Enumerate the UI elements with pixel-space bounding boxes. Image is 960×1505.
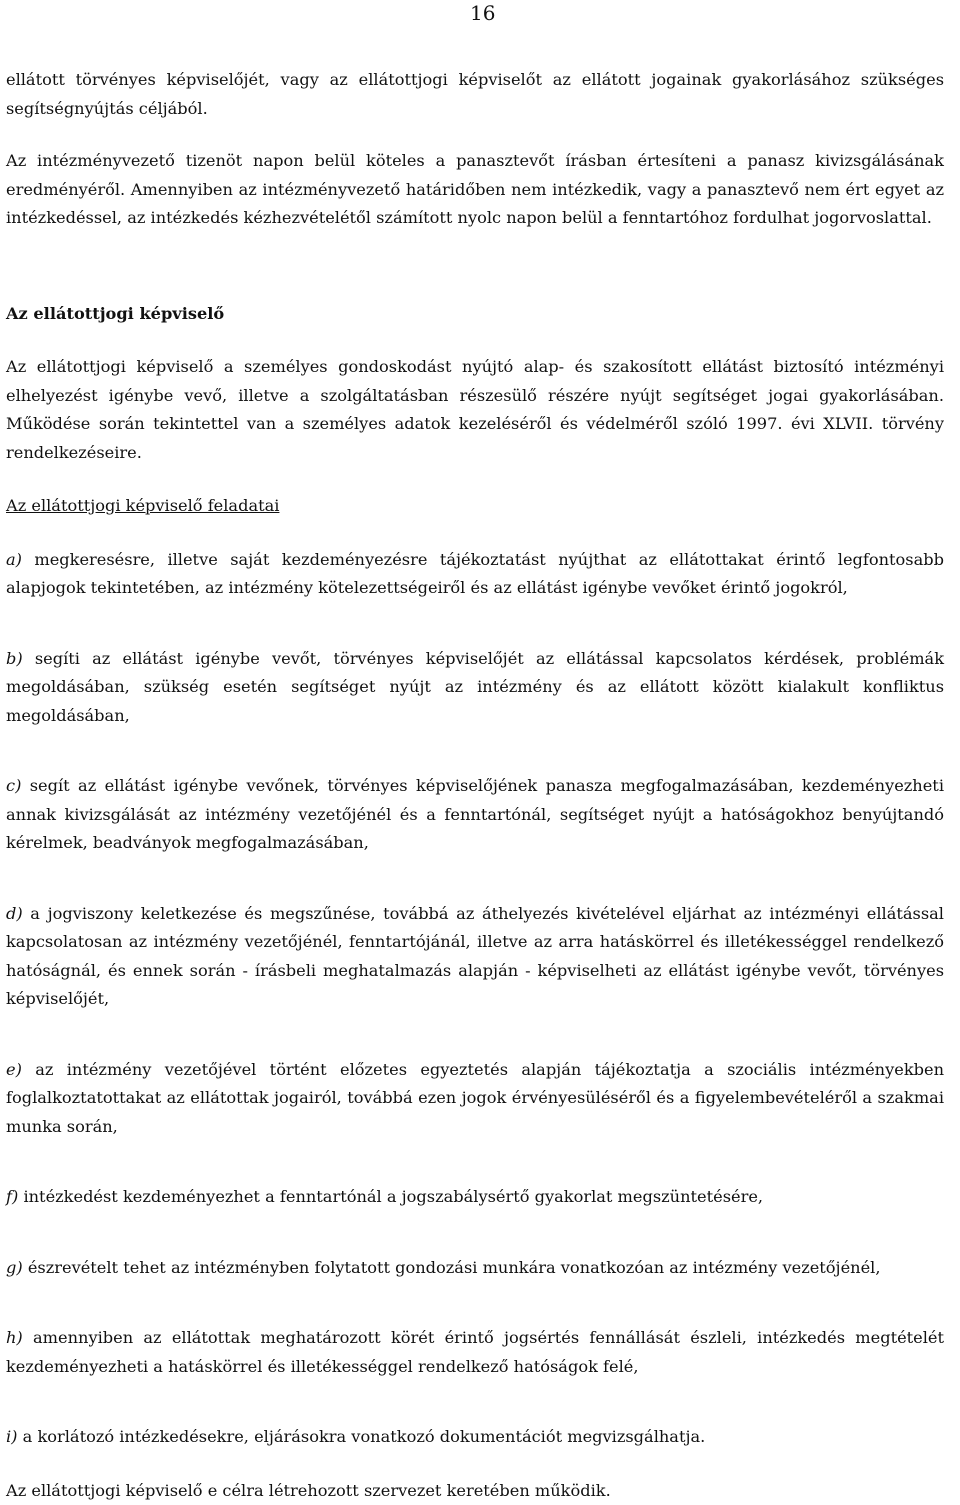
list-item-i (6, 1423, 944, 1452)
item-text: segíti az ellátást igénybe vevőt, törvényes képviselőjét az ellátással kapcsolatos kérdések, problémák megoldásában, szükség esetén segítséget nyújt az intézmény és az ellátott között kialakult konfliktus megoldásában, (6, 649, 944, 725)
closing-sentence: Az ellátottjogi képviselő e célra létrehozott szervezet keretében működik. (6, 1477, 944, 1505)
item-letter: f) (6, 1187, 18, 1206)
item-letter: a) (6, 550, 22, 569)
item-text: a korlátozó intézkedésekre, eljárásokra vonatkozó dokumentációt megvizsgálhatja. (18, 1427, 706, 1446)
list-item-d (6, 900, 944, 1014)
list-item-g (6, 1254, 944, 1283)
list-item-b (6, 645, 944, 731)
item-letter: d) (6, 904, 23, 923)
tasks-subheading-text: Az ellátottjogi képviselő feladatai (6, 496, 279, 515)
item-letter: c) (6, 776, 21, 795)
item-text: intézkedést kezdeményezhet a fenntartónál a jogszabálysértő gyakorlat megszüntetésére, (18, 1187, 763, 1206)
list-item-f (6, 1183, 944, 1212)
document-body (6, 66, 944, 1505)
item-text: segít az ellátást igénybe vevőnek, törvényes képviselőjének panasza megfogalmazásában, kezdeményezheti annak kivizsgálását az intézmény vezetőjénél és a fenntartónál, segítséget nyújt a hatóságokhoz benyújtandó kérelmek, beadványok megfogalmazásában, (6, 776, 944, 852)
item-text: észrevételt tehet az intézményben folytatott gondozási munkára vonatkozóan az intézmény vezetőjénél, (23, 1258, 881, 1277)
item-letter: g) (6, 1258, 23, 1277)
item-text: az intézmény vezetőjével történt előzetes egyeztetés alapján tájékoztatja a szociális intézményekben foglalkoztatottakat az ellátottak jogairól, továbbá ezen jogok érvényesüléséről és a figyelembevételéről a szakmai munka során, (6, 1060, 944, 1136)
section-intro: Az ellátottjogi képviselő a személyes gondoskodást nyújtó alap- és szakosított ellátást biztosító intézményi elhelyezést igénybe vevő, illetve a szolgáltatásban részesülő részére nyújt segítséget jogai gyakorlásában. Működése során tekintettel van a személyes adatok kezeléséről és védelméről szóló 1997. évi XLVII. törvény rendelkezéseire. (6, 353, 944, 467)
paragraph-complaint-procedure: Az intézményvezető tizenöt napon belül köteles a panasztevőt írásban értesíteni a panasz kivizsgálásának eredményéről. Amennyiben az intézményvezető határidőben nem intézkedik, vagy a panasztevő nem ért egyet az intézkedéssel, az intézkedés kézhezvételétől számított nyolc napon belül a fenntartóhoz fordulhat jogorvoslattal. (6, 147, 944, 233)
item-letter: e) (6, 1060, 22, 1079)
item-letter: i) (6, 1427, 18, 1446)
item-letter: h) (6, 1328, 23, 1347)
list-item-c (6, 772, 944, 858)
tasks-subheading (6, 492, 944, 521)
page-number: 16 (470, 0, 495, 26)
list-item-h (6, 1324, 944, 1381)
list-item-e (6, 1056, 944, 1142)
item-text: amennyiben az ellátottak meghatározott körét érintő jogsértés fennállását észleli, intézkedés megtételét kezdeményezheti a hatáskörrel és illetékességgel rendelkező hatóságok felé, (6, 1328, 944, 1376)
item-letter: b) (6, 649, 23, 668)
item-text: megkeresésre, illetve saját kezdeményezésre tájékoztatást nyújthat az ellátottakat érintő legfontosabb alapjogok tekintetében, az intézmény kötelezettségeiről és az ellátást igénybe vevőket érintő jogokról, (6, 550, 944, 598)
item-text: a jogviszony keletkezése és megszűnése, továbbá az áthelyezés kivételével eljárhat az intézményi ellátással kapcsolatosan az intézmény vezetőjénél, fenntartójánál, illetve az arra hatáskörrel és illetékességgel rendelkező hatóságnál, és ennek során - írásbeli meghatalmazás alapján - képviselheti az ellátást igénybe vevőt, törvényes képviselőjét, (6, 904, 944, 1009)
paragraph-continuation: ellátott törvényes képviselőjét, vagy az ellátottjogi képviselőt az ellátott jogainak gyakorlásához szükséges segítségnyújtás céljából. (6, 66, 944, 123)
section-heading: Az ellátottjogi képviselő (6, 300, 944, 329)
list-item-a (6, 546, 944, 603)
